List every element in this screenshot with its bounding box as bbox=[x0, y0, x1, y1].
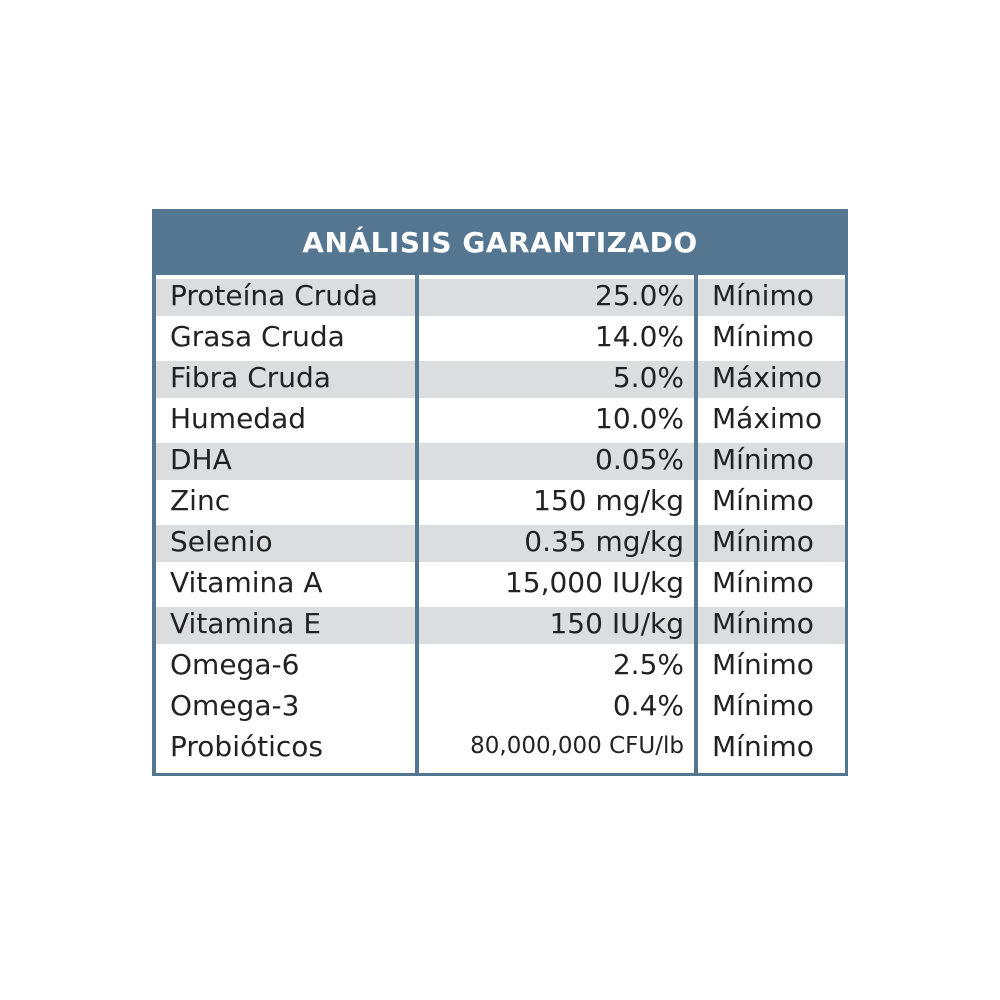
nutrient-value: 14.0% bbox=[595, 320, 684, 353]
limit-type: Mínimo bbox=[712, 279, 814, 312]
nutrient-value: 2.5% bbox=[612, 648, 684, 681]
limit-type: Máximo bbox=[712, 361, 823, 394]
nutrient-name: Grasa Cruda bbox=[170, 320, 345, 353]
nutrient-value: 0.4% bbox=[612, 689, 684, 722]
limit-type: Mínimo bbox=[712, 689, 814, 722]
nutrient-value: 0.05% bbox=[595, 443, 684, 476]
limit-type: Mínimo bbox=[712, 320, 814, 353]
limit-type: Mínimo bbox=[712, 566, 814, 599]
nutrient-value-column bbox=[419, 275, 694, 773]
nutrient-name: Probióticos bbox=[170, 730, 323, 763]
nutrient-name: Selenio bbox=[170, 525, 273, 558]
nutrient-name: Omega-6 bbox=[170, 648, 300, 681]
limit-type: Mínimo bbox=[712, 484, 814, 517]
nutrient-value: 80,000,000 CFU/lb bbox=[470, 733, 684, 759]
nutrient-value: 5.0% bbox=[612, 361, 684, 394]
nutrient-name-column bbox=[156, 275, 415, 773]
limit-type: Máximo bbox=[712, 402, 823, 435]
limit-type: Mínimo bbox=[712, 525, 814, 558]
nutrient-value: 25.0% bbox=[595, 279, 684, 312]
nutrient-value: 150 IU/kg bbox=[549, 607, 684, 640]
nutrient-value: 15,000 IU/kg bbox=[504, 566, 684, 599]
table-title: ANÁLISIS GARANTIZADO bbox=[302, 225, 698, 259]
limit-type: Mínimo bbox=[712, 607, 814, 640]
nutrient-name: DHA bbox=[170, 443, 232, 476]
limit-type: Mínimo bbox=[712, 730, 814, 763]
nutrient-name: Fibra Cruda bbox=[170, 361, 331, 394]
limit-type: Mínimo bbox=[712, 443, 814, 476]
nutrient-name: Zinc bbox=[170, 484, 231, 517]
limit-type-column bbox=[698, 275, 845, 773]
nutrient-value: 10.0% bbox=[595, 402, 684, 435]
nutrient-value: 0.35 mg/kg bbox=[524, 525, 684, 558]
limit-type: Mínimo bbox=[712, 648, 814, 681]
nutrient-value: 150 mg/kg bbox=[533, 484, 684, 517]
nutrient-name: Proteína Cruda bbox=[170, 279, 378, 312]
nutrient-name: Vitamina E bbox=[170, 607, 322, 640]
nutrient-name: Vitamina A bbox=[170, 566, 323, 599]
nutrient-name: Humedad bbox=[170, 402, 307, 435]
guaranteed-analysis-table bbox=[152, 209, 848, 776]
nutrient-name: Omega-3 bbox=[170, 689, 300, 722]
